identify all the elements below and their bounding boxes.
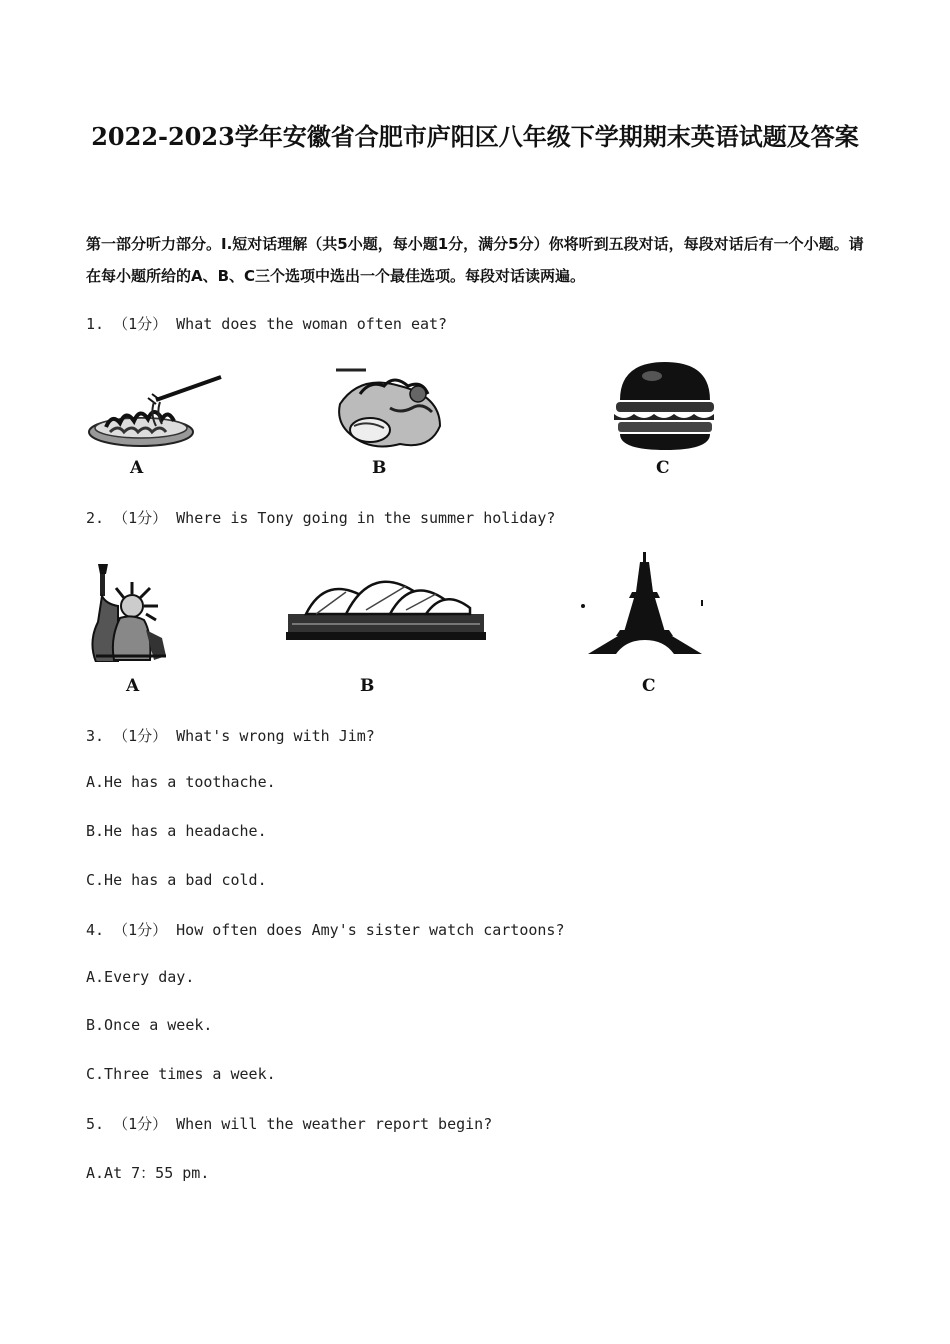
q2-option-c-label: C — [642, 676, 656, 696]
q1-option-a-label: A — [130, 458, 144, 478]
page-title: 2022-2023学年安徽省合肥市庐阳区八年级下学期期末英语试题及答案 — [91, 122, 859, 151]
q4-option-a: A.Every day. — [86, 968, 195, 986]
q3-option-c: C.He has a bad cold. — [86, 871, 267, 889]
sydney-opera-house-icon — [286, 570, 486, 646]
section-intro: 第一部分听力部分。I.短对话理解（共5小题，每小题1分，满分5分）你将听到五段对话，每段对话后有一个小题。请在每小题所给的A、B、C三个选项中选出一个最佳选项。每段对话读两遍。 — [86, 235, 864, 285]
question-2-stem: 2. （1分） Where is Tony going in the summer holiday? — [86, 509, 556, 527]
vegetables-icon — [330, 364, 448, 454]
spaghetti-icon — [86, 372, 226, 452]
question-4-stem: 4. （1分） How often does Amy's sister watch cartoons? — [86, 921, 565, 939]
q5-option-a: A.At 7：55 pm. — [86, 1164, 210, 1182]
q3-option-a: A.He has a toothache. — [86, 773, 276, 791]
question-1-stem: 1. （1分） What does the woman often eat? — [86, 315, 448, 333]
hamburger-icon — [612, 360, 718, 452]
q1-option-c-label: C — [656, 458, 670, 478]
q4-option-b: B.Once a week. — [86, 1016, 213, 1034]
q4-option-c: C.Three times a week. — [86, 1065, 276, 1083]
statue-of-liberty-icon — [86, 560, 176, 662]
q1-option-b-label: B — [372, 458, 387, 478]
q2-option-b-label: B — [360, 676, 375, 696]
q2-option-a-label: A — [126, 676, 140, 696]
eiffel-tower-icon — [580, 552, 706, 656]
q3-option-b: B.He has a headache. — [86, 822, 267, 840]
question-3-stem: 3. （1分） What's wrong with Jim? — [86, 727, 375, 745]
question-5-stem: 5. （1分） When will the weather report begin? — [86, 1115, 493, 1133]
